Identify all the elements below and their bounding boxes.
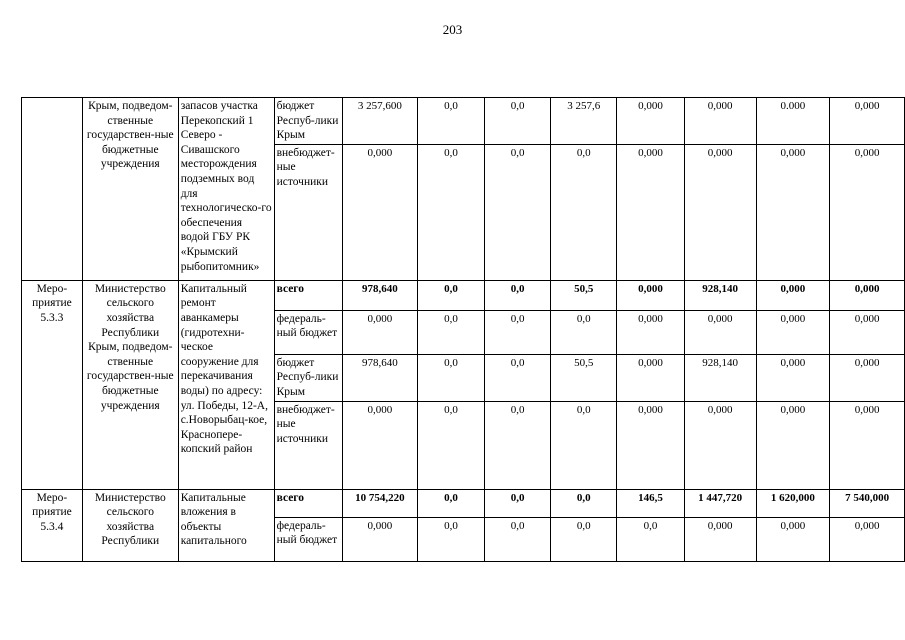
value-cell: 928,140 bbox=[684, 354, 756, 401]
value-cell: 10 754,220 bbox=[342, 489, 418, 517]
value-cell: 0,000 bbox=[617, 310, 685, 354]
description-cell: Капитальные вложения в объекты капитального bbox=[178, 489, 274, 561]
executor-cell: Министерство сельского хозяйства Республики bbox=[82, 489, 178, 561]
value-cell: 0.000 bbox=[756, 98, 830, 145]
value-cell: 0,0 bbox=[418, 354, 485, 401]
value-cell: 3 257,6 bbox=[551, 98, 617, 145]
value-cell: 0,000 bbox=[617, 98, 685, 145]
description-cell: Капитальный ремонт аванкамеры (гидротехни-ческое сооружение для перекачивания воды) по адресу: ул. Победы, 12-А, с.Новорыбац-кое, Красноперe-копский район bbox=[178, 280, 274, 489]
value-cell: 0,000 bbox=[830, 517, 905, 561]
value-cell: 0,000 bbox=[684, 144, 756, 280]
value-cell: 3 257,600 bbox=[342, 98, 418, 145]
value-cell: 0,0 bbox=[617, 517, 685, 561]
value-cell: 0,000 bbox=[684, 310, 756, 354]
value-cell: 0,000 bbox=[342, 401, 418, 489]
value-cell: 1 620,000 bbox=[756, 489, 830, 517]
value-cell: 0,000 bbox=[342, 310, 418, 354]
value-cell: 0,000 bbox=[830, 310, 905, 354]
source-cell: всего bbox=[274, 280, 342, 310]
value-cell: 0,0 bbox=[484, 517, 551, 561]
value-cell: 1 447,720 bbox=[684, 489, 756, 517]
value-cell: 0,000 bbox=[617, 144, 685, 280]
value-cell: 928,140 bbox=[684, 280, 756, 310]
value-cell: 0,0 bbox=[418, 98, 485, 145]
value-cell: 0,0 bbox=[418, 517, 485, 561]
value-cell: 0,0 bbox=[484, 354, 551, 401]
value-cell: 0,000 bbox=[342, 517, 418, 561]
value-cell: 0,0 bbox=[551, 489, 617, 517]
value-cell: 0,0 bbox=[484, 98, 551, 145]
value-cell: 50,5 bbox=[551, 354, 617, 401]
source-cell: внебюджет-ные источники bbox=[274, 401, 342, 489]
value-cell: 0,000 bbox=[342, 144, 418, 280]
value-cell: 0,0 bbox=[418, 280, 485, 310]
value-cell: 146,5 bbox=[617, 489, 685, 517]
value-cell: 0,000 bbox=[756, 517, 830, 561]
value-cell: 0,0 bbox=[551, 517, 617, 561]
value-cell: 0,0 bbox=[484, 310, 551, 354]
value-cell: 0,0 bbox=[484, 401, 551, 489]
value-cell: 0,000 bbox=[830, 401, 905, 489]
value-cell: 0,0 bbox=[484, 280, 551, 310]
executor-cell: Министерство сельского хозяйства Республики Крым, подведом-ственные государствен-ные бюджетные учреждения bbox=[82, 280, 178, 489]
value-cell: 0,000 bbox=[617, 280, 685, 310]
source-cell: федераль-ный бюджет bbox=[274, 517, 342, 561]
page-number: 203 bbox=[442, 22, 463, 37]
value-cell: 0,000 bbox=[756, 401, 830, 489]
value-cell: 0,0 bbox=[418, 310, 485, 354]
value-cell: 0,0 bbox=[418, 144, 485, 280]
value-cell: 978,640 bbox=[342, 280, 418, 310]
value-cell: 0,000 bbox=[830, 144, 905, 280]
source-cell: бюджет Респуб-лики Крым bbox=[274, 98, 342, 145]
measure-cell: Меро-приятие 5.3.3 bbox=[22, 280, 83, 489]
measure-cell bbox=[22, 98, 83, 281]
table-row bbox=[22, 98, 905, 145]
value-cell: 0,000 bbox=[756, 280, 830, 310]
source-cell: федераль-ный бюджет bbox=[274, 310, 342, 354]
source-cell: бюджет Респуб-лики Крым bbox=[274, 354, 342, 401]
value-cell: 0,0 bbox=[551, 310, 617, 354]
value-cell: 0,0 bbox=[418, 489, 485, 517]
source-cell: всего bbox=[274, 489, 342, 517]
budget-table bbox=[21, 97, 905, 562]
value-cell: 0,0 bbox=[418, 401, 485, 489]
value-cell: 0,000 bbox=[617, 401, 685, 489]
value-cell: 978,640 bbox=[342, 354, 418, 401]
value-cell: 0,000 bbox=[684, 401, 756, 489]
description-cell: запасов участка Перекопский 1 Северо - Сивашского месторождения подземных вод для технологическо-го обеспечения водой ГБУ РК «Крымский рыбопитомник» bbox=[178, 98, 274, 281]
value-cell: 0,000 bbox=[830, 98, 905, 145]
value-cell: 0,0 bbox=[484, 144, 551, 280]
executor-cell: Крым, подведом-ственные государствен-ные бюджетные учреждения bbox=[82, 98, 178, 281]
table-row bbox=[22, 280, 905, 310]
value-cell: 0,000 bbox=[830, 354, 905, 401]
value-cell: 0,000 bbox=[756, 354, 830, 401]
value-cell: 0,0 bbox=[484, 489, 551, 517]
measure-cell: Меро-приятие 5.3.4 bbox=[22, 489, 83, 561]
value-cell: 0,000 bbox=[756, 144, 830, 280]
source-cell: внебюджет-ные источники bbox=[274, 144, 342, 280]
value-cell: 0,000 bbox=[617, 354, 685, 401]
value-cell: 7 540,000 bbox=[830, 489, 905, 517]
value-cell: 0,000 bbox=[684, 517, 756, 561]
value-cell: 0,000 bbox=[684, 98, 756, 145]
value-cell: 0,0 bbox=[551, 144, 617, 280]
table-row bbox=[22, 489, 905, 517]
value-cell: 0,000 bbox=[830, 280, 905, 310]
value-cell: 0,000 bbox=[756, 310, 830, 354]
value-cell: 50,5 bbox=[551, 280, 617, 310]
value-cell: 0,0 bbox=[551, 401, 617, 489]
